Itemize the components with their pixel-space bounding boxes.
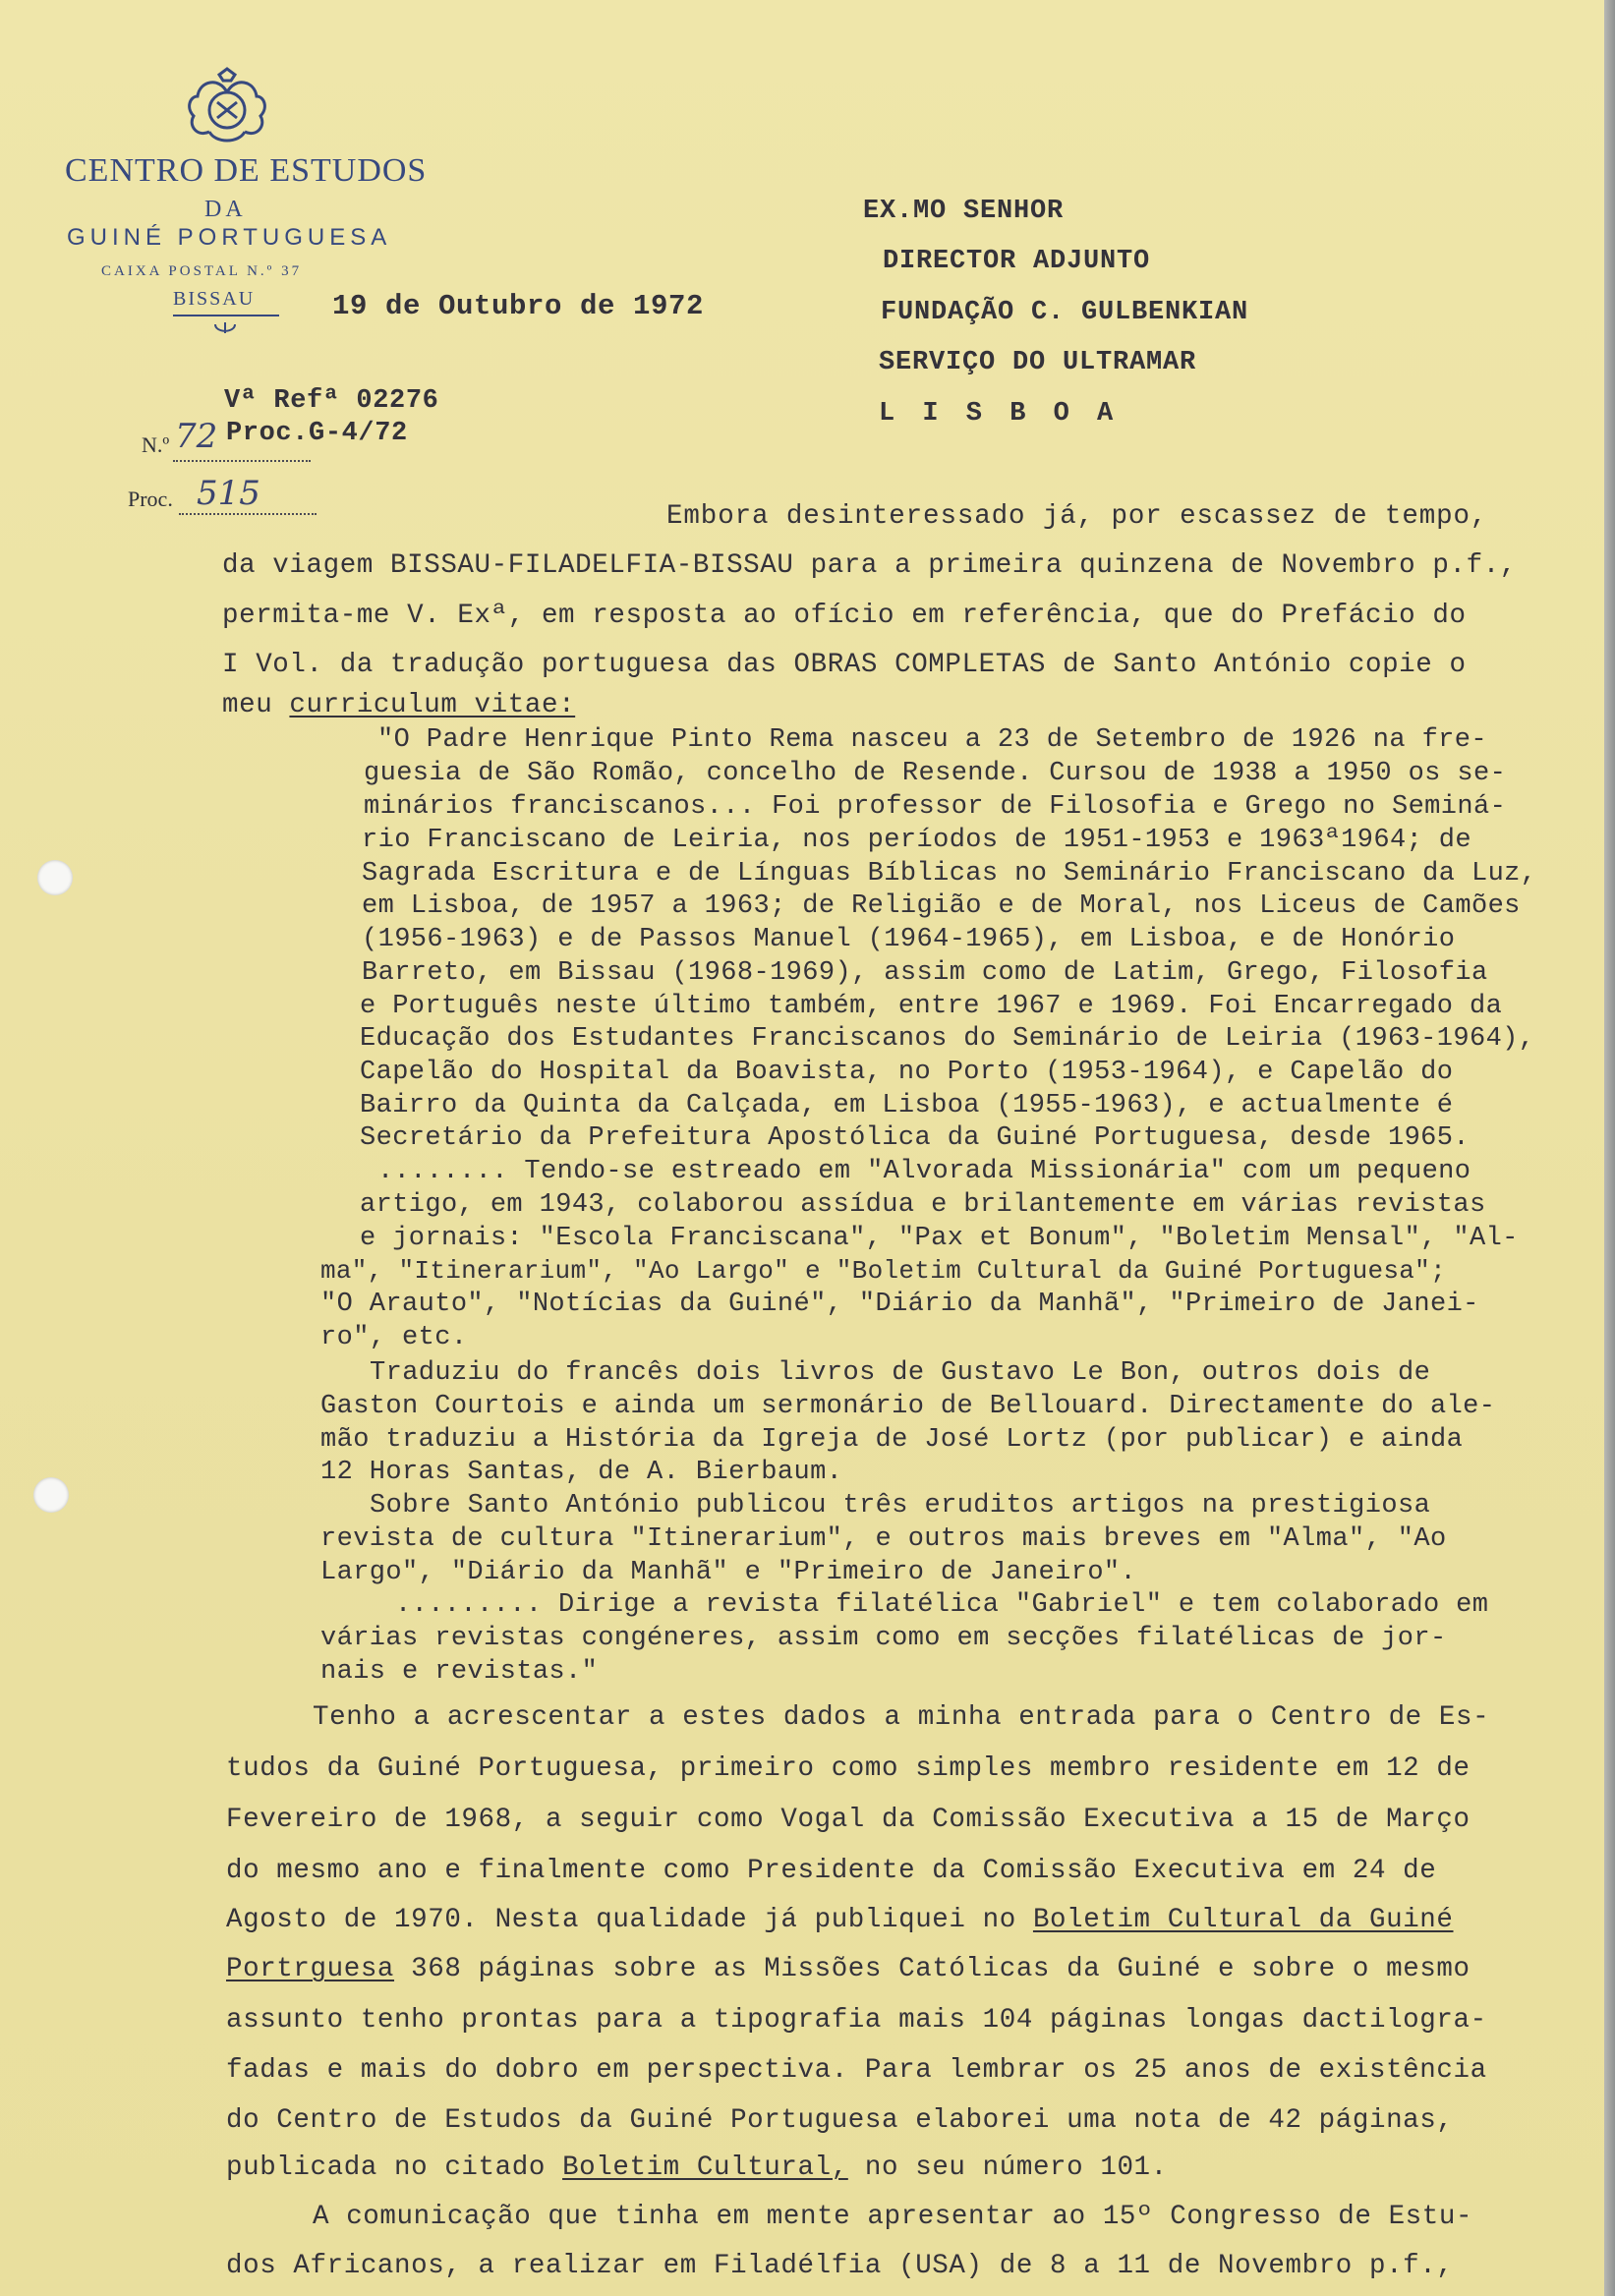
para2-text: 368 páginas sobre as Missões Católicas da Guiné e sobre o mesmo: [394, 1954, 1471, 1984]
quote-line: Sagrada Escritura e de Línguas Bíblicas no Seminário Franciscano da Luz,: [362, 859, 1537, 889]
intro-line: I Vol. da tradução portuguesa das OBRAS COMPLETAS de Santo António copie o: [222, 650, 1467, 680]
quote-line: Sobre Santo António publicou três eruditos artigos na prestigiosa: [370, 1491, 1431, 1521]
letterhead-name: CENTRO DE ESTUDOS: [65, 152, 428, 189]
para2-line: [226, 1905, 1454, 1935]
para2-line: fadas e mais do dobro em perspectiva. Para lembrar os 25 anos de existência: [226, 2055, 1487, 2086]
quote-line: ma", "Itinerarium", "Ao Largo" e "Boletim Cultural da Guiné Portuguesa";: [320, 1256, 1446, 1286]
quote-line: ......... Dirige a revista filatélica "Gabriel" e tem colaborado em: [395, 1590, 1489, 1620]
intro-line: Embora desinteressado já, por escassez de tempo,: [666, 501, 1488, 532]
quote-line: (1956-1963) e de Passos Manuel (1964-1965), em Lisboa, e de Honório: [362, 925, 1456, 954]
process-reference: Proc.G-4/72: [226, 419, 408, 448]
para3-line: A comunicação que tinha em mente apresentar ao 15º Congresso de Estu-: [313, 2202, 1473, 2232]
letterhead-region: GUINÉ PORTUGUESA: [67, 224, 392, 251]
anchor-icon: [212, 321, 238, 335]
para2-line: [226, 2152, 1168, 2183]
your-reference: Vª Refª 02276: [224, 386, 439, 416]
intro-line-text: meu: [222, 690, 290, 720]
intro-line: permita-me V. Exª, em resposta ao ofício em referência, que do Prefácio do: [222, 601, 1467, 631]
quote-line: e Português neste último também, entre 1967 e 1969. Foi Encarregado da: [360, 992, 1503, 1021]
quote-line: nais e revistas.": [320, 1657, 599, 1687]
boletim-cultural-underlined: Boletim Cultural da Guiné: [1032, 1905, 1454, 1935]
para2-line: do Centro de Estudos da Guiné Portuguesa elaborei uma nota de 42 páginas,: [226, 2105, 1454, 2136]
quote-line: Capelão do Hospital da Boavista, no Porto (1953-1964), e Capelão do: [360, 1058, 1454, 1087]
quote-line: minários franciscanos... Foi professor de Filosofia e Grego no Seminá-: [364, 792, 1507, 822]
intro-line: da viagem BISSAU-FILADELFIA-BISSAU para a primeira quinzena de Novembro p.f.,: [222, 550, 1517, 581]
para3-line: dos Africanos, a realizar em Filadélfia (USA) de 8 a 11 de Novembro p.f.,: [226, 2251, 1454, 2281]
punch-hole-top: [37, 860, 73, 895]
quote-line: mão traduziu a História da Igreja de José Lortz (por publicar) e ainda: [320, 1425, 1464, 1455]
letterhead-da: DA: [204, 197, 247, 222]
crest-emblem: [180, 67, 274, 149]
quote-line: Gaston Courtois e ainda um sermonário de Bellouard. Directamente do ale-: [320, 1392, 1496, 1421]
quote-line: guesia de São Romão, concelho de Resende. Cursou de 1938 a 1950 os se-: [364, 759, 1507, 788]
addressee-line-4: SERVIÇO DO ULTRAMAR: [879, 348, 1197, 377]
para2-line: Tenho a acrescentar a estes dados a minha entrada para o Centro de Es-: [313, 1702, 1490, 1733]
addressee-line-5: L I S B O A: [879, 399, 1120, 429]
number-value: 72: [175, 417, 218, 456]
para2-line: [226, 1954, 1471, 1984]
para2-line: tudos da Guiné Portuguesa, primeiro como simples membro residente em 12 de: [226, 1753, 1471, 1784]
quote-line: "O Padre Henrique Pinto Rema nasceu a 23 de Setembro de 1926 na fre-: [377, 725, 1487, 755]
number-label: N.º: [142, 432, 170, 457]
letterhead-postbox: CAIXA POSTAL N.º 37: [101, 263, 303, 279]
quote-line: ro", etc.: [320, 1323, 468, 1352]
punch-hole-bottom: [33, 1477, 69, 1513]
intro-line: [222, 690, 575, 720]
para2-line: Fevereiro de 1968, a seguir como Vogal da Comissão Executiva a 15 de Março: [226, 1805, 1471, 1835]
quote-line: Bairro da Quinta da Calçada, em Lisboa (1955-1963), e actualmente é: [360, 1091, 1454, 1120]
quote-line: em Lisboa, de 1957 a 1963; de Religião e de Moral, nos Liceus de Camões: [362, 891, 1521, 921]
letterhead-rule: [173, 315, 279, 316]
portuguesa-underlined: Portrguesa: [226, 1954, 395, 1984]
para2-text: no seu número 101.: [847, 2152, 1168, 2183]
quote-line: 12 Horas Santas, de A. Bierbaum.: [320, 1458, 843, 1487]
quote-line: Secretário da Prefeitura Apostólica da Guiné Portuguesa, desde 1965.: [360, 1123, 1470, 1153]
addressee-line-3: FUNDAÇÃO C. GULBENKIAN: [881, 298, 1249, 327]
proc-dotted-line: [179, 513, 317, 515]
addressee-line-2: DIRECTOR ADJUNTO: [883, 247, 1151, 276]
para2-text: Agosto de 1970. Nesta qualidade já publiquei no: [226, 1905, 1033, 1935]
letter-date: 19 de Outubro de 1972: [332, 290, 705, 322]
quote-line: revista de cultura "Itinerarium", e outros mais breves em "Alma", "Ao: [320, 1524, 1447, 1554]
quote-line: Largo", "Diário da Manhã" e "Primeiro de Janeiro".: [320, 1558, 1137, 1587]
quote-line: e jornais: "Escola Franciscana", "Pax et Bonum", "Boletim Mensal", "Al-: [360, 1224, 1519, 1253]
boletim-cultural-underlined-2: Boletim Cultural,: [562, 2152, 848, 2183]
quote-line: Educação dos Estudantes Franciscanos do Seminário de Leiria (1963-1964),: [360, 1024, 1535, 1054]
letterhead-city: BISSAU: [173, 288, 256, 310]
quote-line: rio Franciscano de Leiria, nos períodos de 1951-1953 e 1963ª1964; de: [362, 826, 1471, 855]
number-dotted-line: [173, 460, 311, 462]
proc-value: 515: [197, 474, 260, 513]
addressee-line-1: EX.MO SENHOR: [863, 197, 1065, 226]
para2-line: do mesmo ano e finalmente como Presidente da Comissão Executiva em 24 de: [226, 1856, 1437, 1886]
quote-line: "O Arauto", "Notícias da Guiné", "Diário da Manhã", "Primeiro de Janei-: [320, 1290, 1479, 1319]
quote-line: várias revistas congéneres, assim como em secções filatélicas de jor-: [320, 1624, 1447, 1653]
quote-line: ........ Tendo-se estreado em "Alvorada Missionária" com um pequeno: [377, 1157, 1471, 1186]
quote-line: Traduziu do francês dois livros de Gustavo Le Bon, outros dois de: [370, 1358, 1431, 1388]
proc-label: Proc.: [128, 487, 173, 511]
quote-line: Barreto, em Bissau (1968-1969), assim como de Latim, Grego, Filosofia: [362, 958, 1488, 988]
quote-line: artigo, em 1943, colaborou assídua e brilantemente em várias revistas: [360, 1190, 1486, 1220]
page-edge: [1604, 0, 1615, 2296]
curriculum-vitae-underlined: curriculum vitae:: [289, 690, 576, 720]
para2-text: publicada no citado: [226, 2152, 563, 2183]
para2-line: assunto tenho prontas para a tipografia mais 104 páginas longas dactilogra-: [226, 2005, 1487, 2036]
